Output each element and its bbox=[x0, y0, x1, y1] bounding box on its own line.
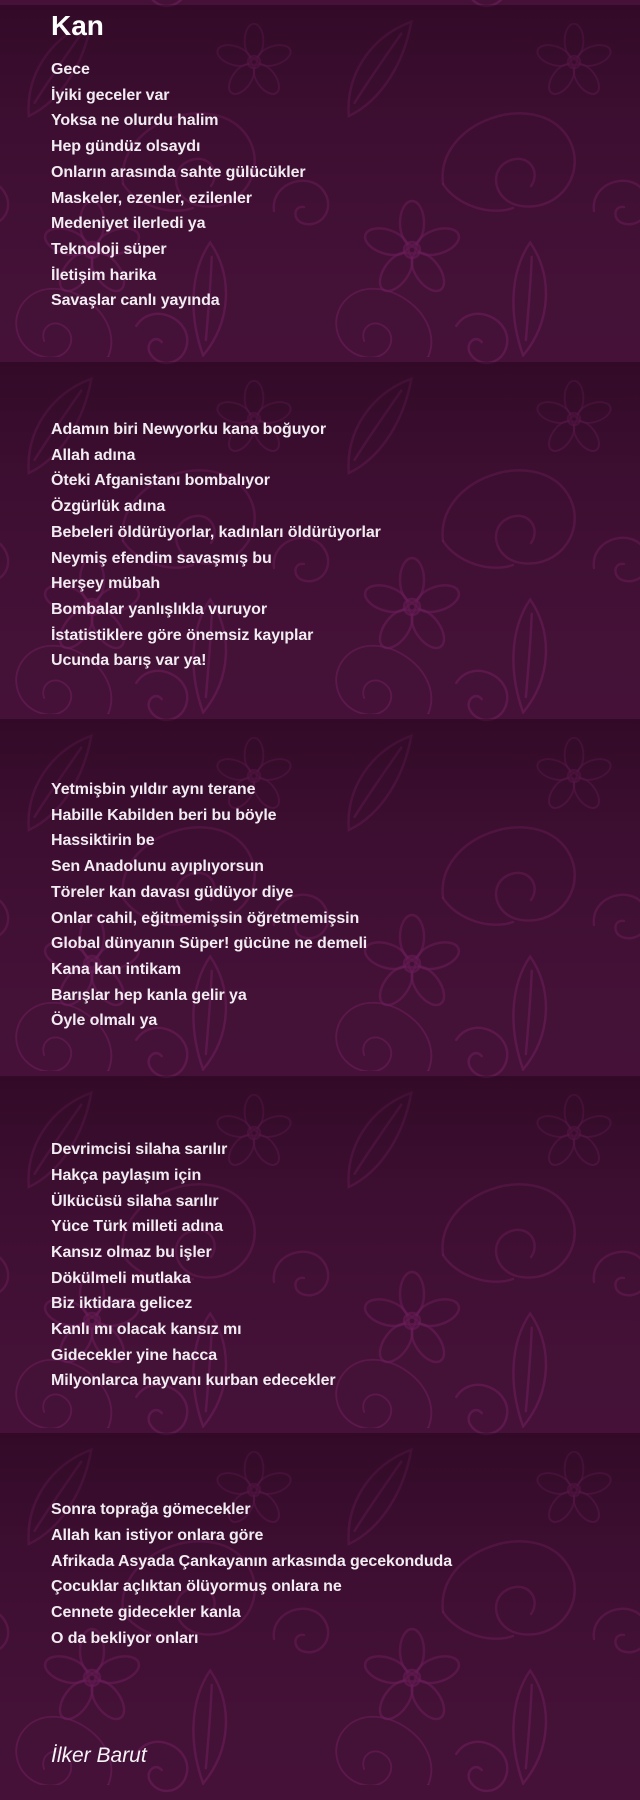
poem-line: Yetmişbin yıldır aynı terane bbox=[51, 781, 256, 799]
poem-line: Gidecekler yine hacca bbox=[51, 1346, 218, 1364]
poem-line: Çocuklar açlıktan ölüyormuş onlara ne bbox=[51, 1578, 342, 1596]
poem-line: İletişim harika bbox=[51, 266, 157, 284]
poem-content bbox=[51, 0, 624, 1769]
poem-line: Barışlar hep kanla gelir ya bbox=[51, 986, 247, 1004]
poem-line: Global dünyanın Süper! gücüne ne demeli bbox=[51, 935, 368, 953]
poem-line: Milyonlarca hayvanı kurban edecekler bbox=[51, 1372, 336, 1390]
poem-line: Cennete gidecekler kanla bbox=[51, 1603, 241, 1621]
poem-line: Onların arasında sahte gülücükler bbox=[51, 163, 306, 181]
poem-line: Allah kan istiyor onlara göre bbox=[51, 1526, 264, 1544]
poem-line: Bebeleri öldürüyorlar, kadınları öldürüyorlar bbox=[51, 523, 381, 541]
poem-line: Bombalar yanlışlıkla vuruyor bbox=[51, 600, 267, 618]
poem-line: Neymiş efendim savaşmış bu bbox=[51, 549, 272, 567]
poem-line: Kana kan intikam bbox=[51, 960, 182, 978]
poem-line: Herşey mübah bbox=[51, 575, 161, 593]
poem-line: Dökülmeli mutlaka bbox=[51, 1269, 191, 1287]
poem-line: Gece bbox=[51, 61, 90, 78]
poem-line: Teknoloji süper bbox=[51, 240, 167, 258]
poem-line: O da bekliyor onları bbox=[51, 1629, 199, 1647]
poem-line: Savaşlar canlı yayında bbox=[51, 292, 220, 310]
poem-line: Kansız olmaz bu işler bbox=[51, 1243, 212, 1261]
stanza bbox=[51, 1497, 624, 1651]
stanza bbox=[51, 1137, 624, 1394]
poem-line: Allah adına bbox=[51, 446, 136, 464]
poem-line: Ülkücüsü silaha sarılır bbox=[51, 1192, 219, 1210]
poem-title: Kan bbox=[51, 10, 104, 41]
poem-line: Devrimcisi silaha sarılır bbox=[51, 1141, 228, 1159]
poem-line: Öyle olmalı ya bbox=[51, 1012, 158, 1030]
stanza bbox=[51, 417, 624, 674]
poem-line: Hakça paylaşım için bbox=[51, 1166, 202, 1184]
poem-line: Sonra toprağa gömecekler bbox=[51, 1501, 251, 1519]
poem-author: İlker Barut bbox=[51, 1744, 147, 1768]
poem-line: İyiki geceler var bbox=[51, 86, 170, 104]
stanza bbox=[51, 777, 624, 1034]
poem-line: Adamın biri Newyorku kana boğuyor bbox=[51, 421, 326, 439]
poem-body bbox=[51, 57, 624, 1651]
poem-line: Maskeler, ezenler, ezilenler bbox=[51, 189, 252, 207]
poem-line: Onlar cahil, eğitmemişsin öğretmemişsin bbox=[51, 909, 360, 927]
poem-line: Biz iktidara gelicez bbox=[51, 1295, 193, 1313]
poem-line: Töreler kan davası güdüyor diye bbox=[51, 883, 294, 901]
poem-line: Hep gündüz olsaydı bbox=[51, 138, 201, 156]
poem-line: Kanlı mı olacak kansız mı bbox=[51, 1321, 242, 1339]
poem-line: Ucunda barış var ya! bbox=[51, 652, 207, 670]
poem-line: Sen Anadolunu ayıplıyorsun bbox=[51, 858, 264, 876]
poem-line: Yüce Türk milleti adına bbox=[51, 1218, 223, 1236]
poem-line: İstatistiklere göre önemsiz kayıplar bbox=[51, 626, 314, 644]
poem-line: Afrikada Asyada Çankayanın arkasında gecekonduda bbox=[51, 1552, 452, 1570]
poem-line: Habille Kabilden beri bu böyle bbox=[51, 806, 277, 824]
poem-line: Hassiktirin be bbox=[51, 832, 155, 850]
poem-line: Medeniyet ilerledi ya bbox=[51, 215, 206, 233]
stanza bbox=[51, 57, 624, 314]
poem-line: Yoksa ne olurdu halim bbox=[51, 112, 219, 130]
poem-line: Özgürlük adına bbox=[51, 498, 166, 516]
poem-line: Öteki Afganistanı bombalıyor bbox=[51, 472, 270, 490]
